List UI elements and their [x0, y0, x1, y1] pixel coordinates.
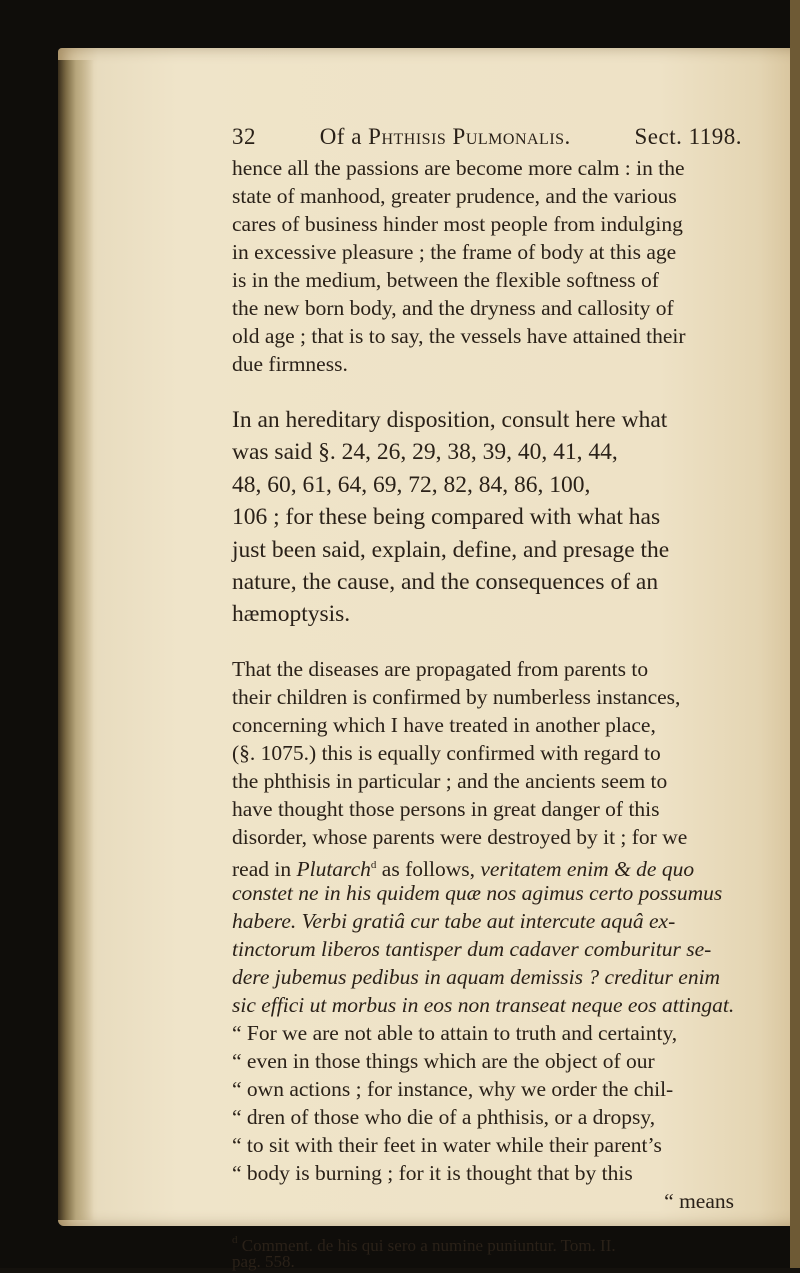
paragraph-1 — [232, 154, 742, 378]
text-line: nature, the cause, and the consequences of an — [232, 568, 659, 595]
text-line: was said §. 24, 26, 29, 38, 39, 40, 41, 44, — [232, 439, 618, 466]
author-name: Plutarch — [296, 856, 371, 881]
text-line: old age ; that is to say, the vessels have attained their — [232, 324, 686, 348]
text-line: (§. 1075.) this is equally confirmed with regard to — [232, 740, 661, 765]
text-line: In an hereditary disposition, consult here what — [232, 407, 668, 433]
text-line: the new born body, and the dryness and callosity of — [232, 296, 674, 320]
text-line: “ For we are not able to attain to truth and certainty, — [232, 1020, 678, 1045]
text-line: in excessive pleasure ; the frame of body at this age — [232, 240, 677, 264]
footnote-mark: d — [232, 1233, 238, 1246]
footnote-line: pag. 558. — [232, 1251, 295, 1271]
text-line: hence all the passions are become more calm : in the — [232, 156, 685, 180]
paragraph-3 — [232, 655, 742, 1215]
text-line: dere jubemus pedibus in aquam demissis ? creditur enim — [232, 964, 721, 989]
footnote-line: $^d$ Comment. de his qui sero a numine puniuntur. Tom. II. — [232, 1233, 616, 1255]
text-line: concerning which I have treated in another place, — [232, 712, 656, 737]
footnote-ref: d — [370, 858, 377, 871]
section-number: Sect. 1198. — [634, 124, 742, 149]
text-line: “ body is burning ; for it is thought that by this — [232, 1160, 633, 1185]
text-line: cares of business hinder most people from indulging — [232, 212, 683, 236]
text-line: “ own actions ; for instance, why we order the chil- — [232, 1076, 674, 1101]
paragraph-2 — [232, 404, 742, 631]
page-edge-right — [790, 0, 800, 1268]
text-line: That the diseases are propagated from parents to — [232, 656, 649, 681]
text-line: just been said, explain, define, and presage the — [232, 536, 670, 563]
binding-edge — [58, 60, 94, 1220]
running-title — [320, 124, 571, 150]
catchword: “ means — [664, 1188, 734, 1213]
text-line: “ even in those things which are the object of our — [232, 1048, 655, 1073]
running-title-main: Phthisis Pulmonalis. — [368, 124, 571, 149]
text-line: the phthisis in particular ; and the ancients seem to — [232, 768, 668, 793]
text-line: is in the medium, between the flexible softness of — [232, 268, 659, 292]
text-line: read in Plutarch$^d$ as follows, veritatem enim & de quo — [232, 856, 695, 881]
text-line: their children is confirmed by numberless instances, — [232, 684, 681, 709]
text-line: sic effici ut morbus in eos non transeat neque eos attingat. — [232, 992, 735, 1017]
text-line: habere. Verbi gratiâ cur tabe aut intercute aquâ ex- — [232, 908, 676, 933]
text-line: “ dren of those who die of a phthisis, or a dropsy, — [232, 1104, 656, 1129]
text-line: due firmness. — [232, 352, 348, 376]
text-line: 106 ; for these being compared with what has — [232, 504, 661, 531]
text-line: 48, 60, 61, 64, 69, 72, 82, 84, 86, 100, — [232, 471, 591, 498]
text-line: disorder, whose parents were destroyed by it ; for we — [232, 824, 688, 849]
text-line: “ to sit with their feet in water while their parent’s — [232, 1132, 662, 1157]
text-line: constet ne in his quidem quæ nos agimus certo possumus — [232, 880, 723, 905]
running-head — [232, 124, 742, 154]
page-text — [232, 124, 742, 1273]
running-title-prefix: Of a — [319, 124, 362, 149]
page-number: 32 — [232, 124, 256, 149]
text-line: have thought those persons in great danger of this — [232, 796, 660, 821]
text-line: hæmoptysis. — [232, 601, 351, 628]
footnote — [232, 1229, 742, 1273]
text-line: tinctorum liberos tantisper dum cadaver comburitur se- — [232, 936, 712, 961]
text-line: state of manhood, greater prudence, and the various — [232, 184, 677, 208]
